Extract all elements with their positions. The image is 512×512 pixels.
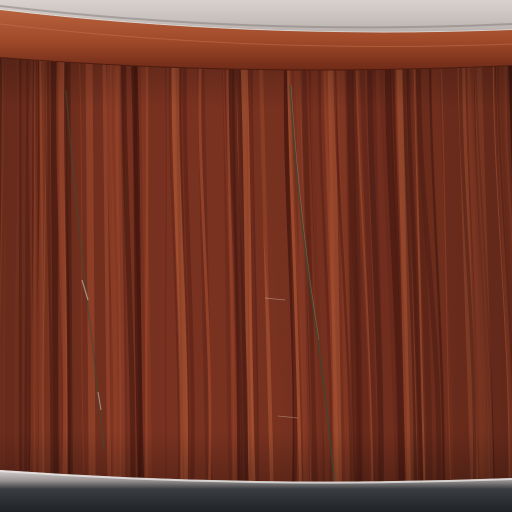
wood-grain-panel (0, 40, 512, 500)
